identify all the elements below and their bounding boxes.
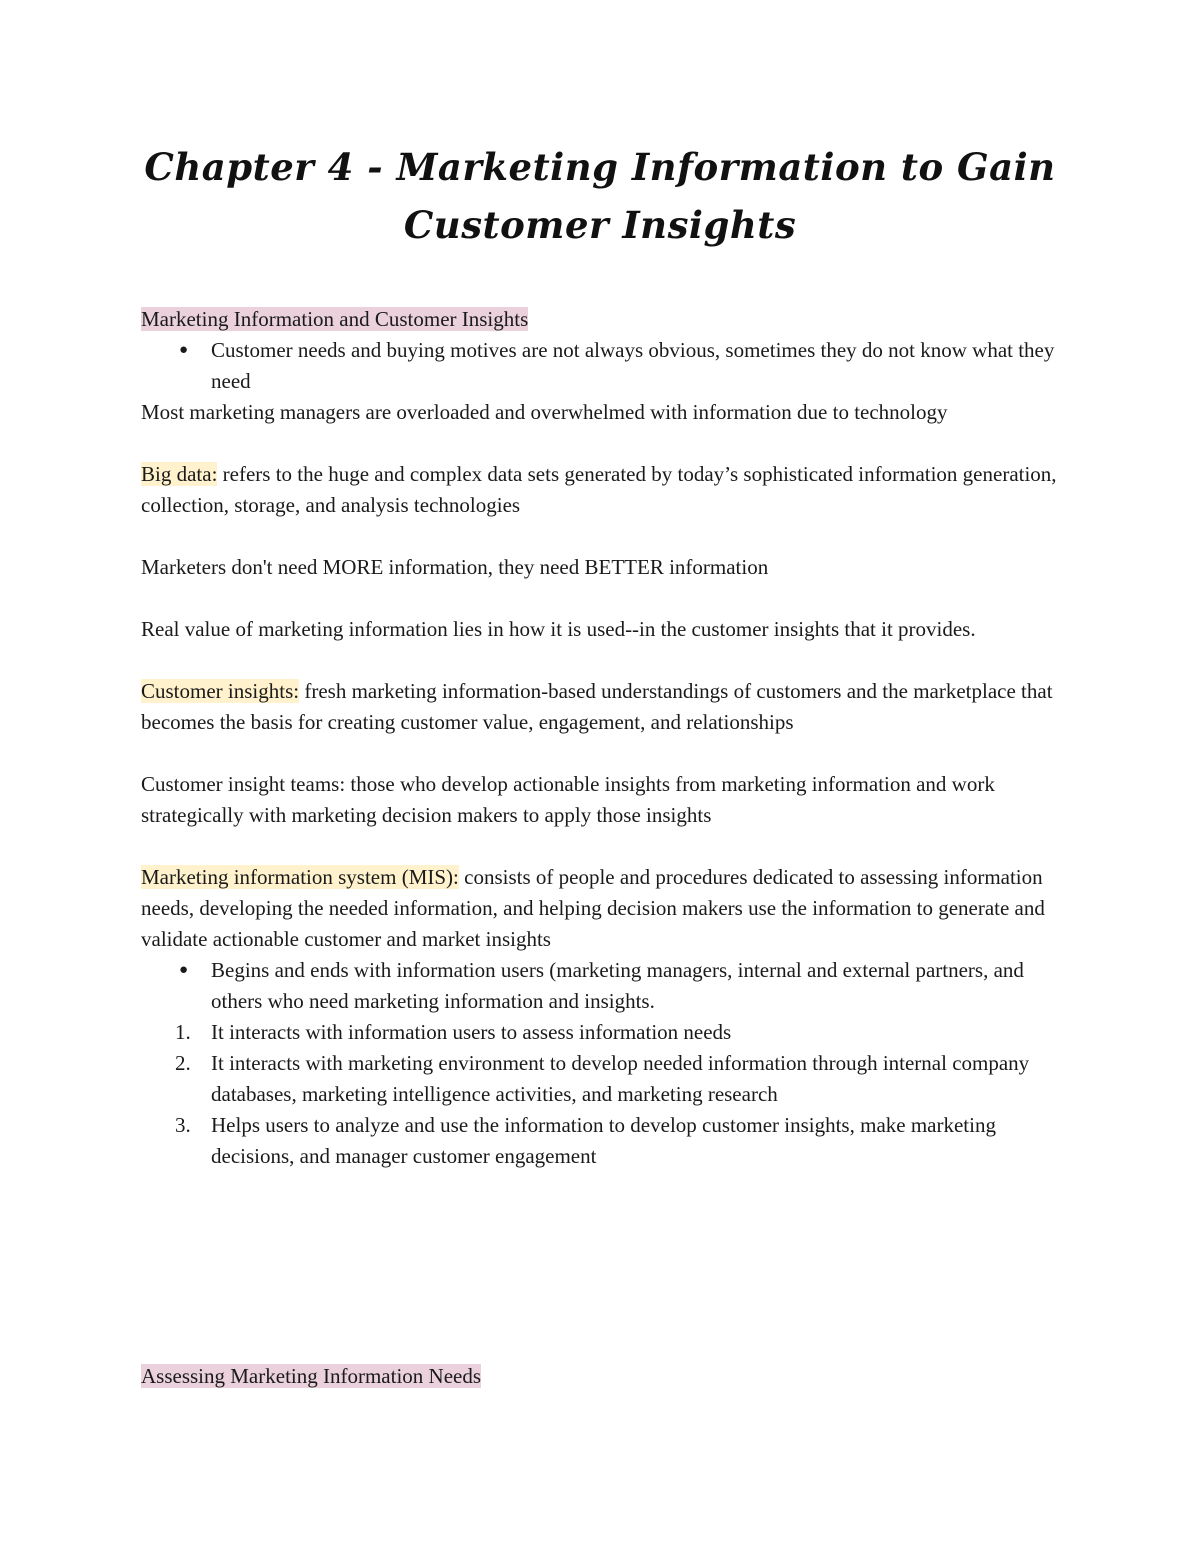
title-line-2: Customer Insights	[403, 203, 797, 247]
paragraph-overload: Most marketing managers are overloaded and overwhelmed with information due to technology	[141, 400, 948, 424]
paragraph-big-data	[141, 459, 1066, 521]
list-number: 3.	[175, 1113, 191, 1137]
list-item-text: Customer needs and buying motives are not always obvious, sometimes they do not know what they need	[211, 338, 1055, 393]
document-body	[141, 304, 1066, 1172]
paragraph-customer-insights	[141, 676, 1066, 738]
term-mis: Marketing information system (MIS):	[141, 865, 459, 889]
paragraph-mis	[141, 862, 1066, 955]
paragraph-insight-teams: Customer insight teams: those who develop actionable insights from marketing information and work strategically with marketing decision makers to apply those insights	[141, 772, 995, 827]
term-customer-insights: Customer insights:	[141, 679, 300, 703]
bullet-marker: ●	[179, 342, 189, 358]
section-heading-text: Marketing Information and Customer Insights	[141, 307, 529, 331]
numbered-list	[141, 1017, 1066, 1172]
list-item	[141, 1048, 1066, 1110]
paragraph-real-value: Real value of marketing information lies in how it is used--in the customer insights that it provides.	[141, 617, 976, 641]
list-item	[141, 1110, 1066, 1172]
list-item	[141, 335, 1066, 397]
list-item-text: Begins and ends with information users (marketing managers, internal and external partners, and others who need marketing information and insights.	[211, 958, 1024, 1013]
definition-mis: consists of people and procedures dedicated to assessing information needs, developing the needed information, and helping decision makers use the information to generate and validate actionable customer and market insights	[141, 865, 1045, 951]
term-big-data: Big data:	[141, 462, 218, 486]
list-number: 2.	[175, 1051, 191, 1075]
list-item	[141, 1017, 1066, 1048]
list-item-text: It interacts with marketing environment to develop needed information through internal company databases, marketing intelligence activities, and marketing research	[211, 1051, 1030, 1106]
title-line-1: Chapter 4 - Marketing Information to Gain	[144, 145, 1056, 189]
section-heading-marketing-information	[141, 304, 1066, 335]
definition-big-data: refers to the huge and complex data sets generated by today’s sophisticated information generation, collection, storage, and analysis technologies	[141, 462, 1057, 517]
bullet-list	[141, 955, 1066, 1017]
list-item-text: Helps users to analyze and use the information to develop customer insights, make marketing decisions, and manager customer engagement	[211, 1113, 996, 1168]
page-title	[0, 138, 1200, 254]
paragraph-better-information: Marketers don't need MORE information, they need BETTER information	[141, 555, 769, 579]
section-heading-assessing-needs	[141, 1361, 481, 1392]
list-number: 1.	[175, 1020, 191, 1044]
bullet-list	[141, 335, 1066, 397]
bullet-marker: ●	[179, 962, 189, 978]
list-item	[141, 955, 1066, 1017]
definition-customer-insights: fresh marketing information-based understandings of customers and the marketplace that becomes the basis for creating customer value, engagement, and relationships	[141, 679, 1053, 734]
section-heading-text: Assessing Marketing Information Needs	[141, 1364, 482, 1388]
list-item-text: It interacts with information users to assess information needs	[211, 1020, 732, 1044]
